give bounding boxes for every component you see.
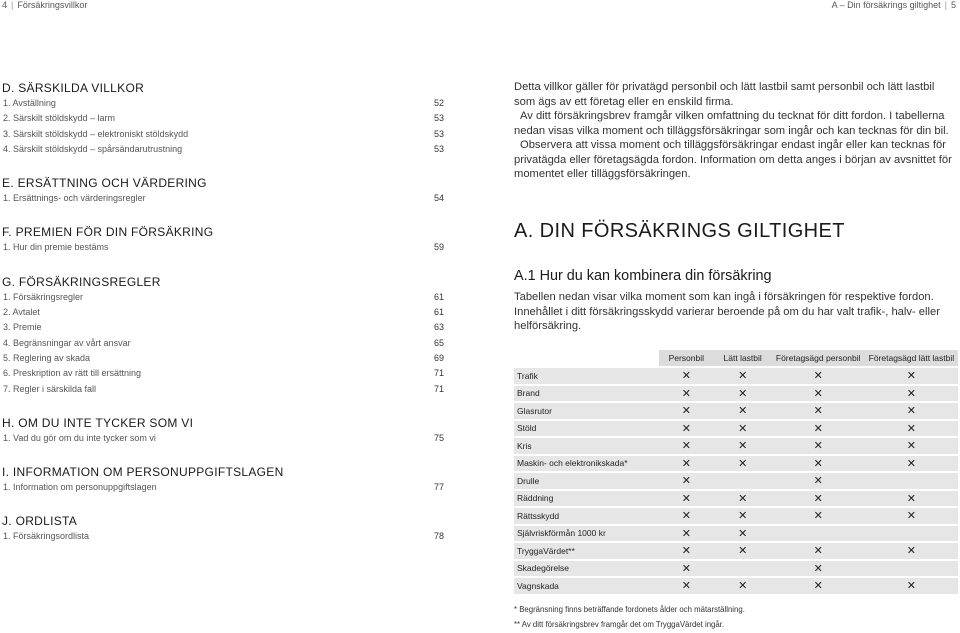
toc-section [2,274,446,397]
toc-item[interactable] [2,480,446,495]
included-mark-icon: ✕ [865,578,958,594]
toc-heading[interactable]: H. OM DU INTE TYCKER SOM VI [2,415,194,430]
toc-item-page: 54 [433,193,444,204]
table-row [514,561,958,577]
coverage-table [514,348,958,596]
included-mark-icon: ✕ [659,578,714,594]
empty-cell [772,526,865,542]
empty-cell [865,473,958,489]
toc-heading[interactable]: G. FÖRSÄKRINGSREGLER [2,274,161,289]
toc-item[interactable] [2,127,446,142]
included-mark-icon: ✕ [865,543,958,559]
toc-item[interactable] [2,191,446,206]
toc-item[interactable] [2,290,446,305]
right-page-number: 5 [950,0,956,10]
included-mark-icon: ✕ [659,403,714,419]
included-mark-icon: ✕ [772,491,865,507]
included-mark-icon: ✕ [659,421,714,437]
toc-item-page: 61 [433,291,444,302]
toc-item[interactable] [2,320,446,335]
included-mark-icon: ✕ [714,438,772,454]
toc-item-page: 69 [433,352,444,363]
included-mark-icon: ✕ [772,508,865,524]
toc-item-page: 78 [433,531,444,542]
intro-paragraph-3: Observera att vissa moment och tilläggsförsäkringar endast ingår eller kan tecknas för privatägda eller företagsägda fordon. Information om detta anges i början av avsnittet för momentet eller tilläggsförsäkringen. [514,139,952,180]
subsection-text: Tabellen nedan visar vilka moment som kan ingå i försäkringen för respektive fordon. Innehållet i ditt försäkringsskydd varierar beroende på om du har valt trafik-, halv- eller helförsäkring. [514,291,940,332]
header-right: A – Din försäkrings giltighet | 5 [831,0,956,10]
column-header: Personbil [659,350,714,366]
included-mark-icon: ✕ [659,561,714,577]
included-mark-icon: ✕ [772,403,865,419]
right-running-title: A – Din försäkrings giltighet [831,0,941,10]
included-mark-icon: ✕ [714,508,772,524]
table-row [514,438,958,454]
table-row [514,421,958,437]
right-column [514,80,958,629]
toc-section [2,464,446,495]
included-mark-icon: ✕ [659,526,714,542]
included-mark-icon: ✕ [659,491,714,507]
intro-paragraph-1: Detta villkor gäller för privatägd personbil och lätt lastbil samt personbil och lätt lastbil som ägs av ett företag eller en enskild firma. [514,81,935,108]
toc-item-label: 1. Hur din premie bestäms [3,242,109,253]
running-header [0,0,960,12]
toc-item[interactable] [2,240,446,255]
section-title: A. DIN FÖRSÄKRINGS GILTIGHET [514,220,845,242]
toc-item-label: 3. Särskilt stöldskydd – elektroniskt stöldskydd [3,128,189,139]
toc-item-label: 1. Vad du gör om du inte tycker som vi [3,432,156,443]
row-label: Maskin- och elektronikskada* [514,456,659,472]
toc-item-label: 4. Särskilt stöldskydd – spårsändarutrustning [3,143,183,154]
toc-item-label: 1. Ersättnings- och värderingsregler [3,193,146,204]
toc-item-label: 5. Reglering av skada [3,352,91,363]
table-row [514,543,958,559]
row-label: TryggaVärdet** [514,543,659,559]
toc-item-page: 53 [433,113,444,124]
toc-item-page: 71 [433,383,444,394]
toc-section [2,513,446,544]
included-mark-icon: ✕ [865,438,958,454]
row-label: Drulle [514,473,659,489]
toc-item-label: 1. Försäkringsregler [3,291,84,302]
row-label: Skadegörelse [514,561,659,577]
intro-paragraph-2: Av ditt försäkringsbrev framgår vilken omfattning du tecknat för ditt fordon. I tabellerna nedan visas vilka moment och tilläggsförsäkringar som ingår och kan tecknas för din bil. [514,110,949,137]
empty-cell [865,561,958,577]
empty-cell [865,526,958,542]
included-mark-icon: ✕ [865,456,958,472]
row-label: Rättsskydd [514,508,659,524]
table-row [514,526,958,542]
toc-item-page: 75 [433,432,444,443]
included-mark-icon: ✕ [714,456,772,472]
toc-item-page: 61 [433,307,444,318]
toc-item-page: 53 [433,143,444,154]
table-row [514,508,958,524]
included-mark-icon: ✕ [714,403,772,419]
included-mark-icon: ✕ [772,421,865,437]
included-mark-icon: ✕ [865,368,958,384]
included-mark-icon: ✕ [659,456,714,472]
included-mark-icon: ✕ [772,386,865,402]
included-mark-icon: ✕ [772,543,865,559]
included-mark-icon: ✕ [714,491,772,507]
toc-item-label: 7. Regler i särskilda fall [3,383,97,394]
toc-item-label: 1. Avställning [3,98,56,108]
toc-item-label: 3. Premie [3,322,42,333]
toc-item[interactable] [2,111,446,126]
included-mark-icon: ✕ [659,473,714,489]
included-mark-icon: ✕ [865,508,958,524]
included-mark-icon: ✕ [772,368,865,384]
toc-item-page: 59 [433,242,444,253]
toc-item[interactable] [2,366,446,381]
toc-item[interactable] [2,431,446,446]
toc-item-label: 6. Preskription av rätt till ersättning [3,368,142,379]
row-label: Glasrutor [514,403,659,419]
table-of-contents [2,80,446,545]
subsection-title: A.1 Hur du kan kombinera din försäkring [514,268,772,284]
footnotes [514,602,745,632]
toc-item[interactable] [2,96,446,111]
row-label: Brand [514,386,659,402]
included-mark-icon: ✕ [772,456,865,472]
included-mark-icon: ✕ [865,421,958,437]
included-mark-icon: ✕ [772,438,865,454]
toc-item-label: 4. Begränsningar av vårt ansvar [3,337,131,348]
toc-heading[interactable]: J. ORDLISTA [2,514,78,529]
included-mark-icon: ✕ [659,543,714,559]
table-row [514,386,958,402]
included-mark-icon: ✕ [714,578,772,594]
toc-item-label: 1. Försäkringsordlista [3,531,90,542]
table-row [514,403,958,419]
row-label: Självriskförmån 1000 kr [514,526,659,542]
toc-item[interactable] [2,305,446,320]
toc-section [2,224,446,255]
included-mark-icon: ✕ [865,491,958,507]
toc-item-label: 2. Särskilt stöldskydd – larm [3,113,116,124]
included-mark-icon: ✕ [659,368,714,384]
included-mark-icon: ✕ [772,578,865,594]
toc-item-page: 65 [433,337,444,348]
column-header: Företagsägd lätt lastbil [865,350,958,366]
table-row [514,456,958,472]
table-row [514,491,958,507]
toc-item[interactable] [2,351,446,366]
toc-heading[interactable]: I. INFORMATION OM PERSONUPPGIFTSLAGEN [2,465,284,480]
table-row [514,368,958,384]
row-label: Vagnskada [514,578,659,594]
included-mark-icon: ✕ [714,368,772,384]
table-row [514,578,958,594]
included-mark-icon: ✕ [714,386,772,402]
table-row [514,473,958,489]
left-running-title: Försäkringsvillkor [17,0,88,10]
row-label: Trafik [514,368,659,384]
toc-heading[interactable]: F. PREMIEN FÖR DIN FÖRSÄKRING [2,225,214,240]
toc-item-page: 77 [433,482,444,493]
toc-item[interactable] [2,336,446,351]
toc-heading[interactable]: D. SÄRSKILDA VILLKOR [2,81,145,95]
included-mark-icon: ✕ [772,561,865,577]
footnote-1: * Begränsning finns beträffande fordonets ålder och mätarställning. [514,605,745,614]
included-mark-icon: ✕ [659,386,714,402]
included-mark-icon: ✕ [865,403,958,419]
intro-text [514,80,958,182]
included-mark-icon: ✕ [772,473,865,489]
footnote-2: ** Av ditt försäkringsbrev framgår det om TryggaVärdet ingår. [514,620,725,629]
toc-item-page: 71 [433,368,444,379]
row-label: Räddning [514,491,659,507]
header-blank-cell [514,350,659,366]
included-mark-icon: ✕ [865,386,958,402]
empty-cell [714,561,772,577]
toc-item-label: 2. Avtalet [3,307,40,318]
table-header-row [514,350,958,366]
included-mark-icon: ✕ [714,543,772,559]
included-mark-icon: ✕ [659,438,714,454]
column-header: Företagsägd personbil [772,350,865,366]
header-left: 4 | Försäkringsvillkor [2,0,88,10]
toc-item-page: 52 [433,98,444,108]
toc-item-page: 53 [433,128,444,139]
included-mark-icon: ✕ [659,508,714,524]
toc-item-page: 63 [433,322,444,333]
row-label: Kris [514,438,659,454]
included-mark-icon: ✕ [714,421,772,437]
toc-section [2,175,446,206]
toc-item-label: 1. Information om personuppgiftslagen [3,482,157,493]
toc-section [2,415,446,446]
toc-heading[interactable]: E. ERSÄTTNING OCH VÄRDERING [2,176,207,191]
left-page-number: 4 [2,0,8,10]
row-label: Stöld [514,421,659,437]
empty-cell [714,473,772,489]
toc-item[interactable] [2,529,446,544]
included-mark-icon: ✕ [714,526,772,542]
toc-item[interactable] [2,142,446,157]
toc-section [2,80,446,157]
toc-item[interactable] [2,382,446,397]
column-header: Lätt lastbil [714,350,772,366]
